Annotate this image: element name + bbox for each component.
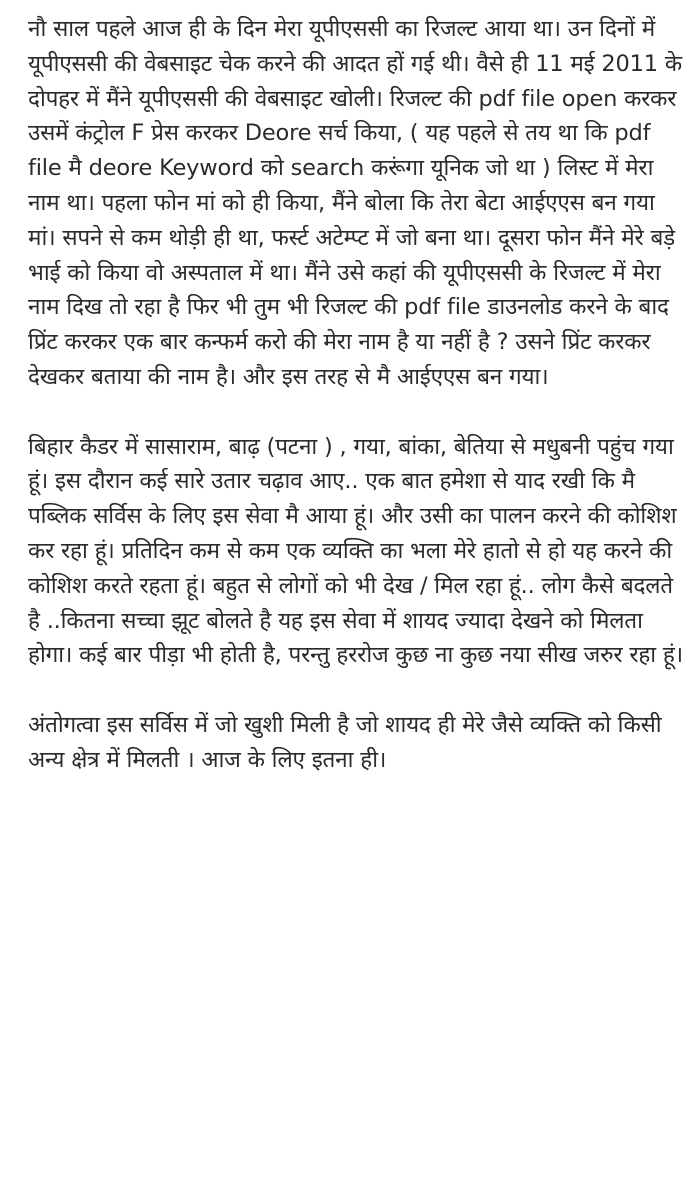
paragraph-result-story: नौ साल पहले आज ही के दिन मेरा यूपीएससी का रिजल्ट आया था। उन दिनों में यूपीएससी की वेबसाइट चेक करने की आदत हों गई थी। वैसे ही 11 मई 2011 के दोपहर में मैंने यूपीएससी की वेबसाइट खोली। रिजल्ट की pdf file open करकर उसमें कंट्रोल F प्रेस करकर Deore सर्च किया, ( यह पहले से तय था कि pdf file मै deore Keyword को search करूंगा यूनिक जो था ) लिस्ट में मेरा नाम था। पहला फोन मां को ही किया, मैंने बोला कि तेरा बेटा आईएएस बन गया मां। सपने से कम थोड़ी ही था, फर्स्ट अटेम्प्ट में जो बना था। दूसरा फोन मैंने मेरे बड़े भाई को किया वो अस्पताल में था। मैंने उसे कहां की यूपीएससी के रिजल्ट में मेरा नाम दिख तो रहा है फिर भी तुम भी रिजल्ट की pdf file डाउनलोड करने के बाद प्रिंट करकर एक बार कन्फर्म करो की मेरा नाम है या नहीं है ? उसने प्रिंट करकर देखकर बताया की नाम है। और इस तरह से मै आईएएस बन गया। [28,16,682,390]
paragraph-bihar-cadre: बिहार कैडर में सासाराम, बाढ़ (पटना ) , गया, बांका, बेतिया से मधुबनी पहुंच गया हूं। इस दौरान कई सारे उतार चढ़ाव आए.. एक बात हमेशा से याद रखी कि मै पब्लिक सर्विस के लिए इस सेवा मै आया हूं। और उसी का पालन करने की कोशिश कर रहा हूं। प्रतिदिन कम से कम एक व्यक्ति का भला मेरे हातो से हो यह करने की कोशिश करते रहता हूं। बहुत से लोगों को भी देख / मिल रहा हूं.. लोग कैसे बदलते है ..कितना सच्चा झूट बोलते है यह इस सेवा में शायद ज्यादा देखने को मिलता होगा। कई बार पीड़ा भी होती है, परन्तु हररोज कुछ ना कुछ नया सीख जरुर रहा हूं। [28,433,683,669]
paragraph-spacer [28,673,683,708]
paragraph-spacer [28,395,683,430]
paragraph-conclusion: अंतोगत्वा इस सर्विस में जो खुशी मिली है जो शायद ही मेरे जैसे व्यक्ति को किसी अन्य क्षेत्र में मिलती । आज के लिए इतना ही। [28,711,662,773]
